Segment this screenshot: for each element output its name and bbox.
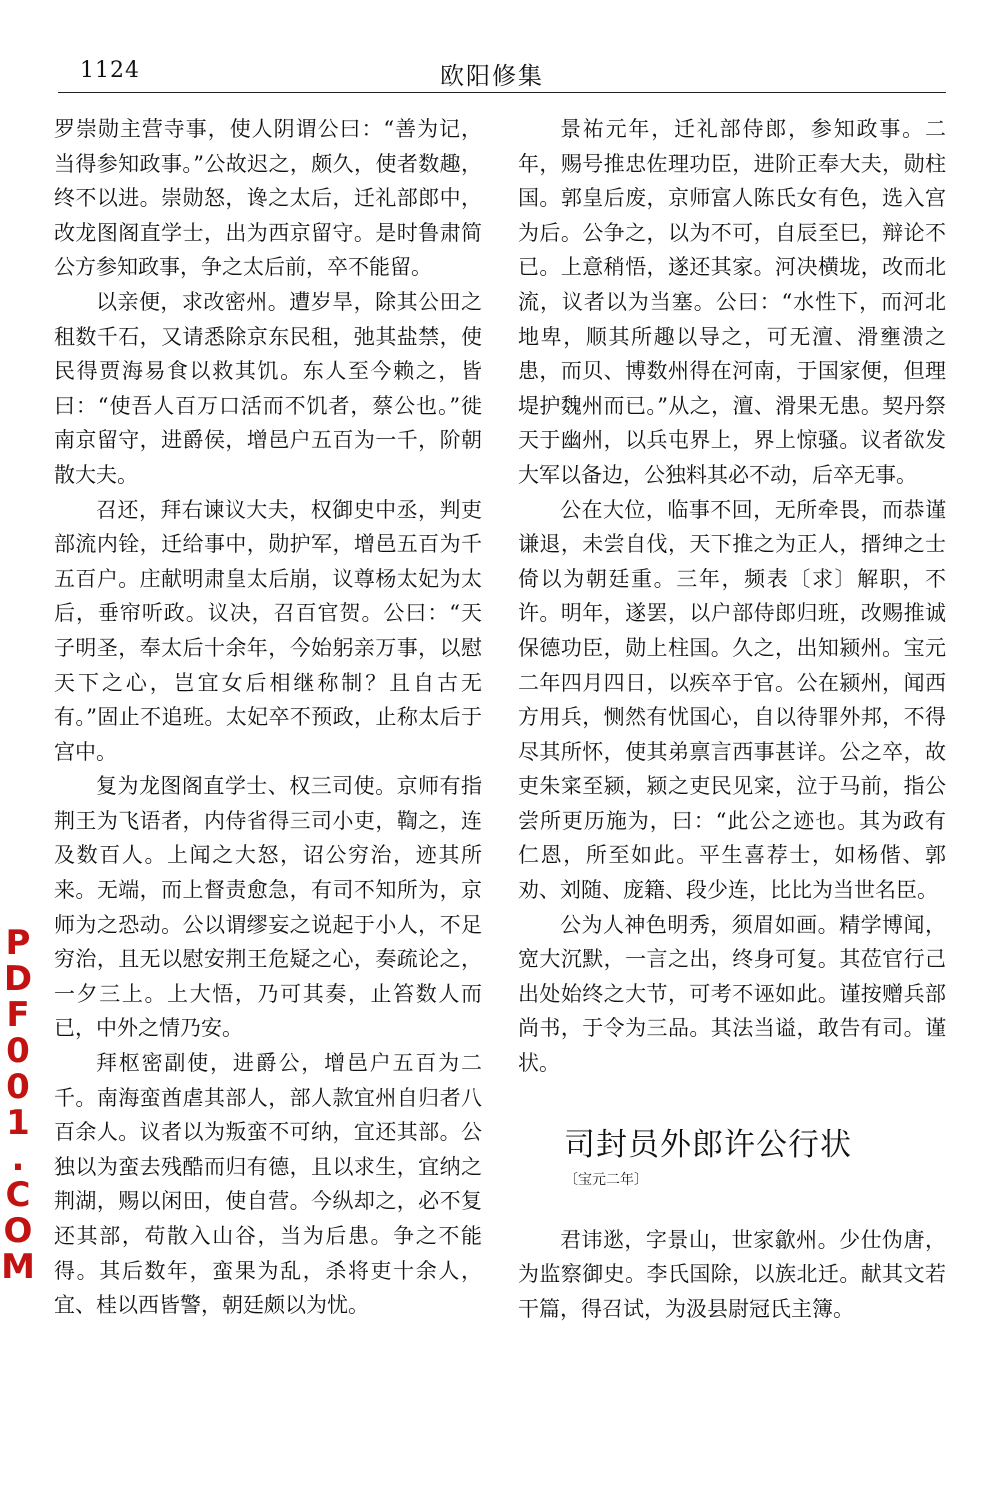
paragraph: 景祐元年，迁礼部侍郎，参知政事。二年，赐号推忠佐理功臣，进阶正奉大夫，勋柱国。郭皇后废，京师富人陈氏女有色，选入宫为后。公争之，以为不可，自辰至巳，辩论不已。上意稍悟，遂还其家。河决横垅，改而北流，议者以为当塞。公曰：“水性下，而河北地卑，顺其所趣以导之，可无澶、滑壅溃之患，而贝、博数州得在河南，于国家便，但理堤护魏州而已。”从之，澶、滑果无患。契丹祭天于幽州，以兵屯界上，界上惊骚。议者欲发大军以备边，公独料其必不动，后卒无事。 [518, 117, 946, 487]
paragraph: 公在大位，临事不回，无所牵畏，而恭谨谦退，未尝自伐，天下推之为正人，搢绅之士倚以为朝廷重。三年，频表〔求〕解职，不许。明年，遂罢，以户部侍郎归班，改赐推诚保德功臣，勋上柱国。久之，出知颍州。宝元二年四月四日，以疾卒于官。公在颍州，闻西方用兵，恻然有忧国心，自以待罪外邦，不得尽其所怀，使其弟禀言西事甚详。公之卒，故吏朱寀至颍，颍之吏民见寀，泣于马前，指公尝所更历施为，曰：“此公之迹也。其为政有仁恩，所至如此。平生喜荐士，如杨偕、郭劝、刘随、庞籍、段少连，比比为当世名臣。 [518, 497, 946, 903]
paragraph: 召还，拜右谏议大夫，权御史中丞，判吏部流内铨，迁给事中，勋护军，增邑五百为千五百户。庄献明肃皇太后崩，议尊杨太妃为太后，垂帘听政。议决，召百官贺。公曰：“天子明圣，奉太后十余年，今始躬亲万事，以慰天下之心，岂宜女后相继称制？且自古无有。”固止不追班。太妃卒不预政，止称太后于宫中。 [54, 497, 482, 764]
watermark-glyph: C [5, 1175, 31, 1215]
paragraph: 复为龙图阁直学士、权三司使。京师有指荆王为飞语者，内侍省得三司小吏，鞫之，连及数百人。上闻之大怒，诏公穷治，迹其所来。无端，而上督责愈急，有司不知所为，京师为之恐动。公以谓缪妄之说起于小人，不足穷治，且无以慰安荆王危疑之心，奏疏论之，一夕三上。上大悟，乃可其奏，止笞数人而已，中外之情乃安。 [54, 774, 482, 1041]
watermark-glyph: O [3, 1211, 33, 1251]
section-date: 〔宝元二年〕 [564, 1171, 648, 1188]
paragraph: 拜枢密副使，进爵公，增邑户五百为二千。南海蛮酋虐其部人，部人款宜州自归者八百余人。议者以为叛蛮不可纳，宜还其部。公独以为蛮去残酷而归有德，且以求生，宜纳之荆湖，赐以闲田，使自营。今纵却之，必不复还其部，苟散入山谷，当为后患。争之不能得。其后数年，蛮果为乱，杀将吏十余人，宜、桂以西皆警，朝廷颇以为忧。 [54, 1051, 482, 1318]
watermark-glyph: 0 [6, 1067, 30, 1107]
book-title: 欧阳修集 [440, 62, 544, 90]
right-column [518, 112, 946, 1326]
watermark-glyph: D [3, 959, 33, 999]
watermark-glyph: 1 [6, 1103, 30, 1143]
paragraph: 罗崇勋主营寺事，使人阴谓公曰：“善为记，当得参知政事。”公故迟之，颇久，使者数趣，终不以进。崇勋怒，谗之太后，迁礼部郎中，改龙图阁直学士，出为西京留守。是时鲁肃简公方参知政事，争之太后前，卒不能留。 [54, 117, 482, 280]
watermark-glyph: 0 [6, 1031, 30, 1071]
watermark-glyph: . [11, 1139, 25, 1179]
paragraph: 以亲便，求改密州。遭岁旱，除其公田之租数千石，又请悉除京东民租，弛其盐禁，使民得贾海易食以救其饥。东人至今赖之，皆曰：“使吾人百万口活而不饥者，蔡公也。”徙南京留守，进爵侯，增邑户五百为一千，阶朝散大夫。 [54, 289, 482, 487]
paragraph: 君讳逖，字景山，世家歙州。少仕伪唐，为监察御史。李氏国除，以族北迁。献其文若干篇，得召试，为汲县尉冠氏主簿。 [518, 1227, 946, 1321]
watermark-glyph: F [6, 995, 30, 1035]
page-number: 1124 [80, 58, 140, 83]
section-title: 司封员外郎许公行状 [564, 1126, 852, 1163]
left-column [54, 112, 482, 1323]
page-header [0, 0, 1000, 100]
watermark-glyph: M [1, 1247, 35, 1287]
paragraph: 公为人神色明秀，须眉如画。精学博闻，宽大沉默，一言之出，终身可复。其莅官行己出处始终之大节，可考不诬如此。谨按赠兵部尚书，于令为三品。其法当谥，敢告有司。谨状。 [518, 912, 946, 1076]
watermark [0, 925, 38, 1285]
watermark-glyph: P [5, 923, 31, 963]
header-rule [58, 92, 946, 93]
